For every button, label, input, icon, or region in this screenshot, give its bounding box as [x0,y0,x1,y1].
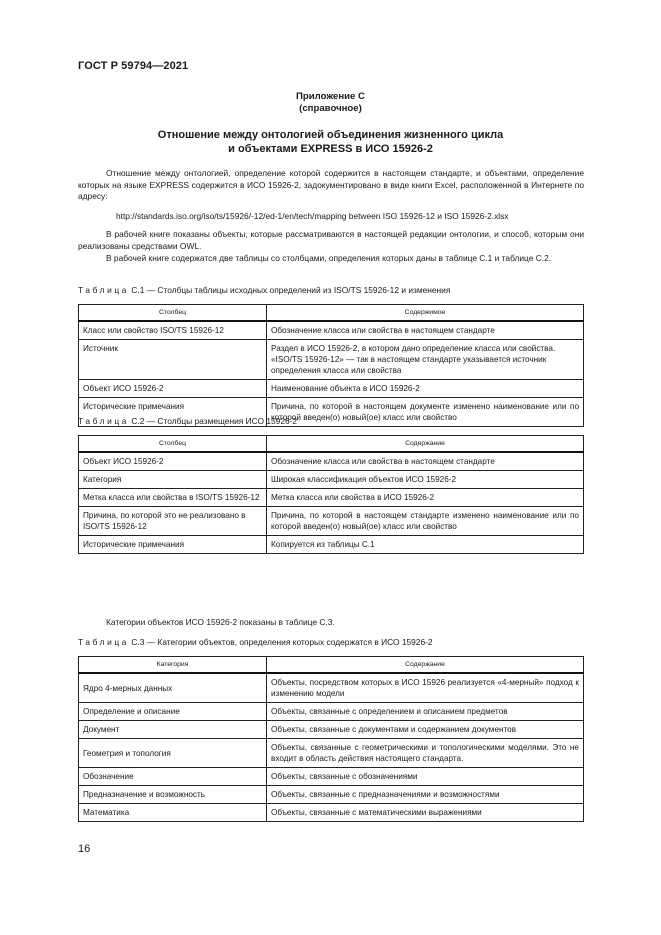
table1-caption-text: С.1 — Столбцы таблицы исходных определений из ISO/TS 15926-12 и изменения [129,285,451,295]
table1-header-row [79,305,584,322]
table-row [79,536,584,554]
table-row [79,786,584,804]
table-row [79,489,584,507]
table3-cell: Определение и описание [79,703,267,721]
table1-cell: Причина, по которой в настоящем документе изменено наименование или по которой введен(о) новый(ое) класс или свойство [267,398,584,427]
table-row [79,703,584,721]
table3-cell: Документ [79,721,267,739]
table2 [78,435,584,554]
mapping-url[interactable]: http://standards.iso.org/iso/ts/15926/-12/ed-1/en/tech/mapping between ISO 15926-12 и ISO 15926-2.xlsx [116,211,509,221]
document-id: ГОСТ Р 59794—2021 [78,60,189,72]
table-row [79,804,584,822]
table-row [79,739,584,768]
table2-header-row [79,436,584,453]
table1-cell: Исторические примечания [79,398,267,427]
table1-header-col2: Содержимое [267,305,584,322]
annex-title [0,128,661,156]
annex-heading [0,91,661,115]
table-row [79,452,584,471]
table1-cell: Раздел в ИСО 15926-2, в котором дано определение класса или свойства. «ISO/TS 15926-12» — так в настоящем стандарте указывается источник определения класса или свойства [267,340,584,380]
table3-caption-prefix: Таблица [78,637,130,647]
table3-cell: Ядро 4-мерных данных [79,673,267,703]
table2-cell: Широкая классификация объектов ИСО 15926-2 [267,471,584,489]
table3-cell: Предназначение и возможность [79,786,267,804]
table2-cell: Метка класса или свойства в ISO/TS 15926-12 [79,489,267,507]
table-row [79,721,584,739]
paragraph-2-text: В рабочей книге показаны объекты, которые рассматриваются в настоящей редакции онтологии, и способ, которым они реализованы средствами OWL. [78,229,584,251]
annex-title-line1: Отношение между онтологией объединения жизненного цикла [157,129,504,141]
table3-cell: Объекты, связанные с математическими выражениями [267,804,584,822]
table3 [78,656,584,822]
table1-cell: Наименование объекта в ИСО 15926-2 [267,380,584,398]
table-row [79,471,584,489]
table-row [79,507,584,536]
paragraph-1-text: Отношение между онтологией, определение которой содержится в настоящем стандарте, и объектами, определение которых на языке EXPRESS содержится в ИСО 15926-2, задокументировано в виде книги Excel, расположенной в Интернете по адресу: [78,168,584,202]
table3-cell: Математика [79,804,267,822]
paragraph-4 [78,617,584,629]
table3-cell: Объекты, посредством которых в ИСО 15926 реализуется «4-мерный» подход к изменению модели [267,673,584,703]
table3-header-col1: Категория [79,657,267,674]
paragraph-4-text: Категории объектов ИСО 15926-2 показаны в таблице С.3. [106,617,335,627]
table3-header-col2: Содержание [267,657,584,674]
table3-cell: Объекты, связанные с предназначениями и возможностями [267,786,584,804]
annex-label: Приложение С [296,91,365,102]
table3-cell: Объекты, связанные с документами и содержанием документов [267,721,584,739]
table2-caption-prefix: Таблица [78,416,130,426]
table1-caption [78,285,450,295]
paragraph-2 [78,229,584,252]
table3-header-row [79,657,584,674]
table1-cell: Источник [79,340,267,380]
table1-cell: Обозначение класса или свойства в настоящем стандарте [267,321,584,340]
table3-caption [78,637,433,647]
table2-cell: Объект ИСО 15926-2 [79,452,267,471]
table3-cell: Объекты, связанные с геометрическими и топологическими моделями. Это не входит в область действия настоящего стандарта. [267,739,584,768]
table3-cell: Геометрия и топология [79,739,267,768]
paragraph-3 [78,253,584,265]
table3-cell: Обозначение [79,768,267,786]
table2-header-col2: Содержание [267,436,584,453]
table-row [79,340,584,380]
table3-caption-text: С.3 — Категории объектов, определения которых содержатся в ИСО 15926-2 [129,637,433,647]
page-number: 16 [78,843,91,855]
table2-cell: Обозначение класса или свойства в настоящем стандарте [267,452,584,471]
table2-cell: Причина, по которой в настоящем стандарте изменено наименование или по которой введен(о) новый(ое) класс или свойство [267,507,584,536]
table3-cell: Объекты, связанные с определением и описанием предметов [267,703,584,721]
table2-caption [78,416,297,426]
table1 [78,304,584,427]
paragraph-1 [78,168,584,203]
table2-caption-text: С.2 — Столбцы размещения ИСО 15926-2 [129,416,298,426]
table-row [79,380,584,398]
table1-caption-prefix: Таблица [78,285,130,295]
table2-cell: Исторические примечания [79,536,267,554]
table2-cell: Метка класса или свойства в ИСО 15926-2 [267,489,584,507]
table1-cell: Класс или свойство ISO/TS 15926-12 [79,321,267,340]
table2-cell: Причина, по которой это не реализовано в ISO/TS 15926-12 [79,507,267,536]
table-row [79,768,584,786]
table1-header-col1: Столбец [79,305,267,322]
table3-cell: Объекты, связанные с обозначениями [267,768,584,786]
paragraph-3-text: В рабочей книге содержатся две таблицы со столбцами, определения которых даны в таблице С.1 и таблице С.2. [106,253,552,263]
annex-type: (справочное) [299,103,362,114]
table1-cell: Объект ИСО 15926-2 [79,380,267,398]
table-row [79,673,584,703]
annex-title-line2: и объектами EXPRESS в ИСО 15926-2 [228,143,433,155]
table-row [79,321,584,340]
table2-cell: Категория [79,471,267,489]
table2-cell: Копируется из таблицы С.1 [267,536,584,554]
table2-header-col1: Столбец [79,436,267,453]
